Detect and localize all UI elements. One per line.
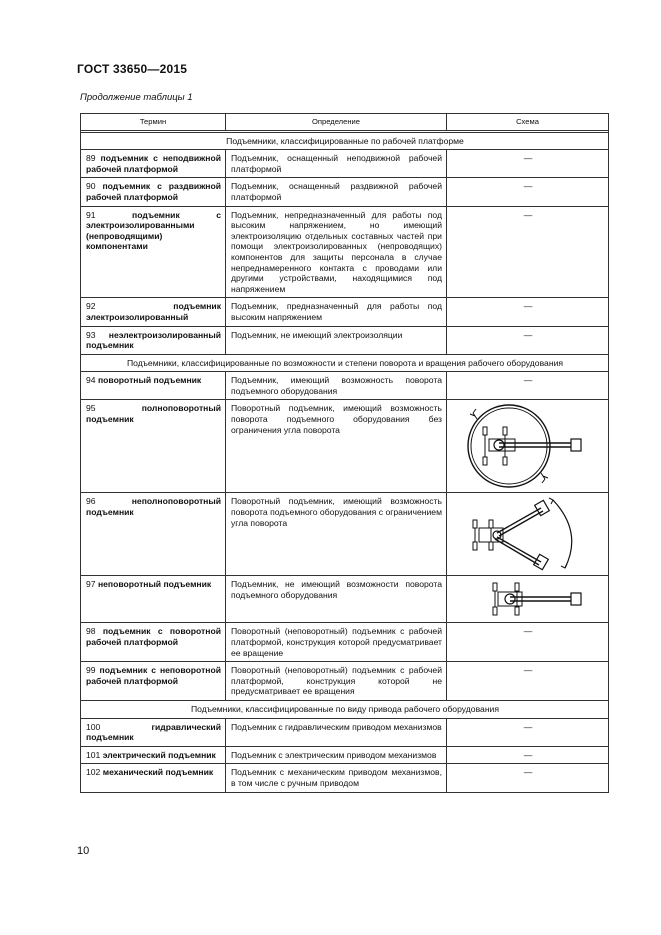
scheme-cell: — [447,326,609,354]
definition-cell: Подъемник с гидравлическим приводом механизмов [226,718,447,746]
definition-cell: Подъемник, имеющий возможность поворота подъемного оборудования [226,372,447,400]
document-header: ГОСТ 33650—2015 [77,62,188,76]
term-number: 91 [86,209,96,220]
definition-cell: Подъемник, предназначенный для работы под высоким напряжением [226,298,447,326]
table-row [81,298,609,326]
term-cell [81,493,226,576]
scheme-cell: — [447,764,609,792]
section-heading: Подъемники, классифицированные по виду привода рабочего оборудования [81,701,609,719]
term-cell [81,178,226,206]
scheme-cell: — [447,746,609,764]
scheme-cell: — [447,298,609,326]
table-row [81,623,609,662]
definition-cell: Поворотный подъемник, имеющий возможность поворота подъемного оборудования без ограничения угла поворота [226,400,447,493]
term-cell [81,623,226,662]
term-text: подъемник с неподвижной рабочей платформой [86,153,222,174]
section-row [81,701,609,719]
definition-cell: Подъемник, непредназначенный для работы под высоким напряжением, но имеющий электроизоляцию отдельных составных частей при помощи электроизолированных (непроводящих) компонентов для защиты персонала в случае непреднамеренного контакта с проводами или другими устройствами, находящимися под напряжением [226,206,447,298]
scheme-cell: — [447,662,609,701]
definition-cell: Подъемник, оснащенный раздвижной рабочей платформой [226,178,447,206]
term-number: 94 [86,375,96,386]
table-row [81,372,609,400]
scheme-cell [447,493,609,576]
column-header-term: Термин [81,114,226,131]
table-row [81,576,609,623]
definition-cell: Подъемник, оснащенный неподвижной рабочей платформой [226,150,447,178]
term-text: полноповоротный подъемник [86,403,221,425]
section-heading: Подъемники, классифицированные по рабочей платформе [81,132,609,150]
scheme-cell: — [447,206,609,298]
term-number: 102 [86,767,101,778]
scheme-cell: — [447,718,609,746]
table-row [81,764,609,792]
term-number: 95 [86,403,96,414]
term-text: подъемник с электроизолированными (непроводящими) компонентами [86,209,221,252]
terms-table [80,113,609,793]
table-row [81,746,609,764]
term-text: гидравлический подъемник [86,721,221,743]
term-number: 98 [86,626,96,637]
section-row [81,354,609,372]
term-text: неэлектроизолированный подъемник [86,329,221,351]
term-text: подъемник с раздвижной рабочей платформой [86,181,222,202]
definition-cell: Поворотный подъемник, имеющий возможность поворота подъемного оборудования с ограничением угла поворота [226,493,447,576]
scheme-cell: — [447,150,609,178]
term-text: неполноповоротный подъемник [86,496,221,518]
definition-cell: Подъемник, не имеющий возможности поворота подъемного оборудования [226,576,447,623]
table-row [81,662,609,701]
term-cell [81,576,226,623]
table-row [81,150,609,178]
scheme-cell: — [447,372,609,400]
page-number: 10 [77,845,90,857]
full-rotation-diagram [453,403,603,489]
section-heading: Подъемники, классифицированные по возможности и степени поворота и вращения рабочего оборудования [81,354,609,372]
term-cell [81,400,226,493]
term-number: 96 [86,496,96,507]
term-cell [81,372,226,400]
definition-cell: Поворотный (неповоротный) подъемник с рабочей платформой, конструкция которой не предусматривает ее вращения [226,662,447,701]
partial-rotation-diagram [453,496,603,572]
scheme-cell [447,400,609,493]
term-cell [81,298,226,326]
table-row [81,178,609,206]
scheme-cell: — [447,178,609,206]
definition-cell: Подъемник, не имеющий электроизоляции [226,326,447,354]
table-row [81,718,609,746]
non-rotating-diagram [453,579,603,619]
definition-cell: Подъемник с механическим приводом механизмов, в том числе с ручным приводом [226,764,447,792]
table-row [81,493,609,576]
term-cell [81,206,226,298]
column-header-scheme: Схема [447,114,609,131]
term-cell [81,764,226,792]
term-number: 100 [86,721,101,732]
term-number: 101 [86,749,101,760]
table-row [81,206,609,298]
term-number: 90 [86,181,96,192]
column-header-definition: Определение [226,114,447,131]
term-number: 99 [86,665,96,676]
term-number: 93 [86,329,96,340]
table-header-row [81,114,609,131]
term-cell [81,718,226,746]
term-cell [81,746,226,764]
term-text: электрический подъемник [102,749,216,760]
term-number: 92 [86,301,96,312]
term-number: 97 [86,579,96,590]
scheme-cell: — [447,623,609,662]
term-text: подъемник с поворотной рабочей платформой [86,626,221,648]
table-continuation-caption: Продолжение таблицы 1 [80,92,193,103]
term-number: 89 [86,153,96,164]
term-cell [81,150,226,178]
table-row [81,400,609,493]
definition-cell: Поворотный (неповоротный) подъемник с рабочей платформой, конструкция которой предусматривает ее вращение [226,623,447,662]
term-cell [81,326,226,354]
term-text: механический подъемник [102,767,214,778]
term-cell [81,662,226,701]
term-text: подъемник с неповоротной рабочей платформой [86,665,221,686]
section-row [81,132,609,150]
table-row [81,326,609,354]
term-text: поворотный подъемник [97,375,202,386]
scheme-cell [447,576,609,623]
term-text: подъемник электроизолированный [86,301,221,322]
definition-cell: Подъемник с электрическим приводом механизмов [226,746,447,764]
term-text: неповоротный подъемник [97,579,212,590]
